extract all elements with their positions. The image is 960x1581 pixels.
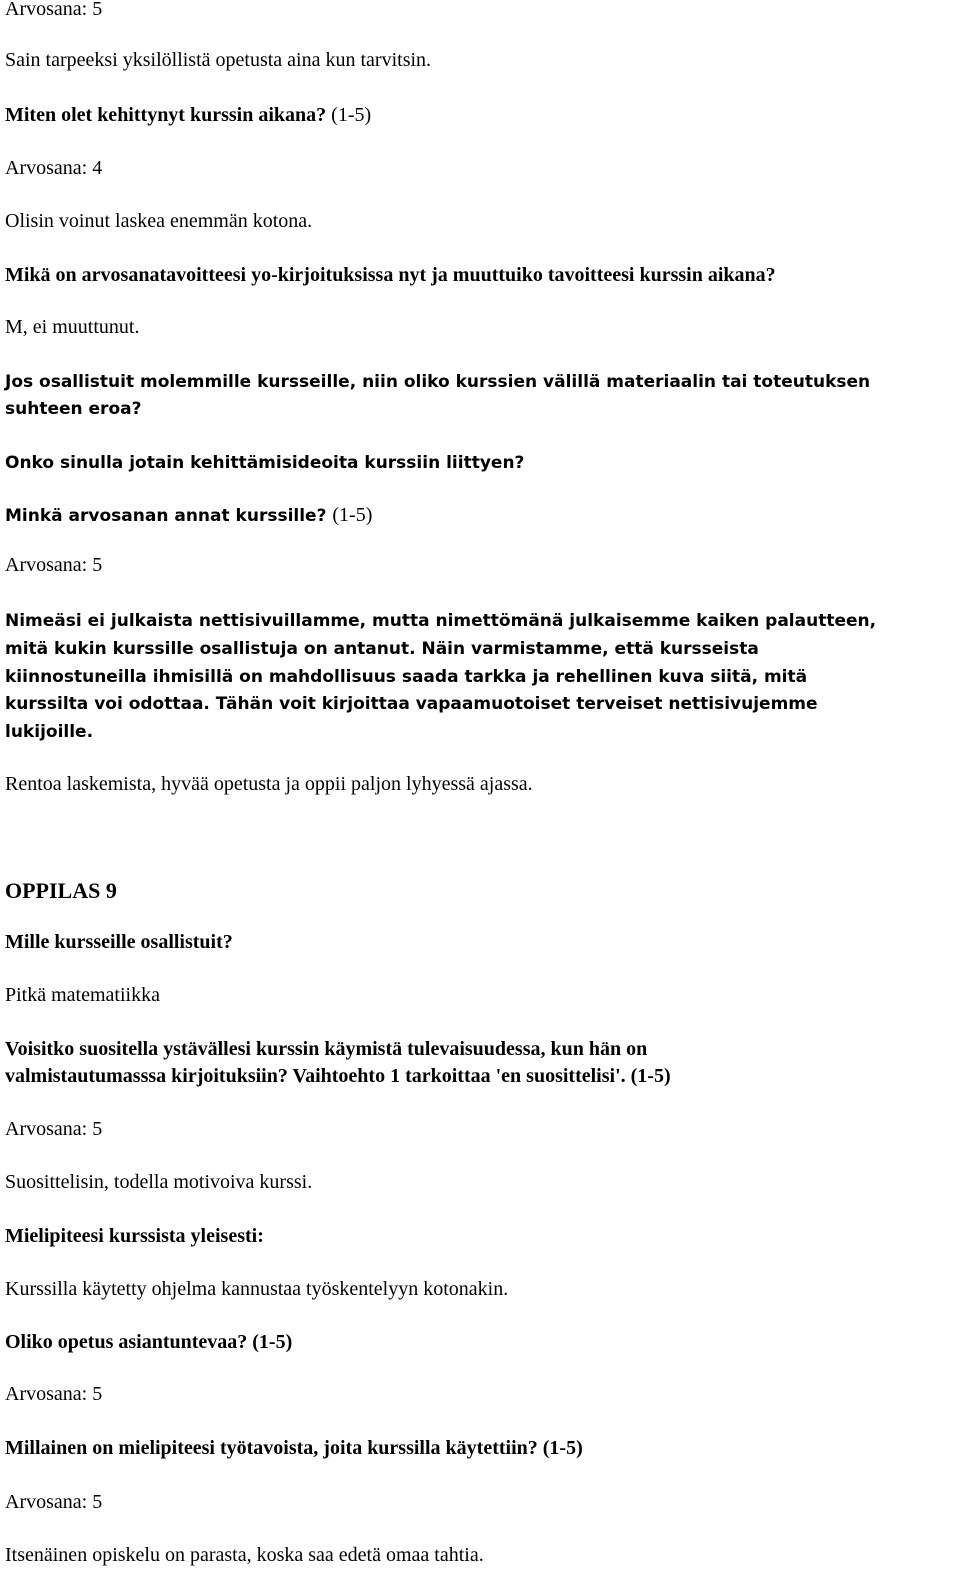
question-heading: Millainen on mielipiteesi työtavoista, joita kurssilla käytettiin? (1-5)	[5, 1437, 583, 1459]
question-heading: Mikä on arvosanatavoitteesi yo-kirjoituksissa nyt ja muuttuiko tavoitteesi kurssin aikana?	[5, 264, 776, 286]
question-heading-cont: suhteen eroa?	[5, 399, 142, 419]
info-paragraph-line: kurssilta voi odottaa. Tähän voit kirjoittaa vapaamuotoiset terveiset nettisivujemme	[5, 694, 818, 714]
answer-text: Kurssilla käytetty ohjelma kannustaa työskentelyyn kotonakin.	[5, 1278, 509, 1300]
info-paragraph-line: mitä kukin kurssille osallistuja on antanut. Näin varmistamme, että kursseista	[5, 639, 759, 659]
question-heading	[5, 502, 372, 530]
question-heading: Voisitko suositella ystävällesi kurssin käymistä tulevaisuudessa, kun hän on	[5, 1038, 648, 1060]
answer-text: M, ei muuttunut.	[5, 316, 140, 338]
info-paragraph-line: kiinnostuneilla ihmisillä on mahdollisuus saada tarkka ja rehellinen kuva siitä, mitä	[5, 667, 808, 687]
question-heading: Oliko opetus asiantuntevaa? (1-5)	[5, 1331, 293, 1353]
grade-answer: Arvosana: 5	[5, 1491, 103, 1513]
question-text: Minkä arvosanan annat kurssille?	[5, 506, 327, 526]
question-heading-cont: valmistautumasssa kirjoituksiin? Vaihtoehto 1 tarkoittaa 'en suosittelisi'. (1-5)	[5, 1065, 671, 1087]
grade-answer: Arvosana: 4	[5, 157, 103, 179]
grade-answer: Arvosana: 5	[5, 1383, 103, 1405]
answer-text: Sain tarpeeksi yksilöllistä opetusta aina kun tarvitsin.	[5, 49, 432, 71]
answer-text: Olisin voinut laskea enemmän kotona.	[5, 210, 313, 232]
question-text: Miten olet kehittynyt kurssin aikana?	[5, 104, 327, 126]
question-heading	[5, 102, 371, 129]
info-paragraph-line: lukijoille.	[5, 722, 94, 742]
info-paragraph-line: Nimeäsi ei julkaista nettisivuillamme, mutta nimettömänä julkaisemme kaiken palautteen,	[5, 611, 877, 631]
question-scale: (1-5)	[332, 504, 373, 526]
question-heading: Mille kursseille osallistuit?	[5, 931, 233, 953]
grade-answer: Arvosana: 5	[5, 554, 103, 576]
answer-text: Pitkä matematiikka	[5, 984, 160, 1006]
question-scale: (1-5)	[331, 104, 372, 126]
question-heading: Mielipiteesi kurssista yleisesti:	[5, 1225, 264, 1247]
grade-answer: Arvosana: 5	[5, 1118, 103, 1140]
question-heading: Jos osallistuit molemmille kursseille, niin oliko kurssien välillä materiaalin tai toteutuksen	[5, 372, 871, 392]
section-title: OPPILAS 9	[5, 878, 117, 903]
answer-text: Rentoa laskemista, hyvää opetusta ja oppii paljon lyhyessä ajassa.	[5, 773, 533, 795]
question-heading: Onko sinulla jotain kehittämisideoita kurssiin liittyen?	[5, 453, 525, 473]
answer-text: Itsenäinen opiskelu on parasta, koska saa edetä omaa tahtia.	[5, 1544, 484, 1566]
answer-text: Suosittelisin, todella motivoiva kurssi.	[5, 1171, 313, 1193]
grade-answer: Arvosana: 5	[5, 0, 103, 20]
